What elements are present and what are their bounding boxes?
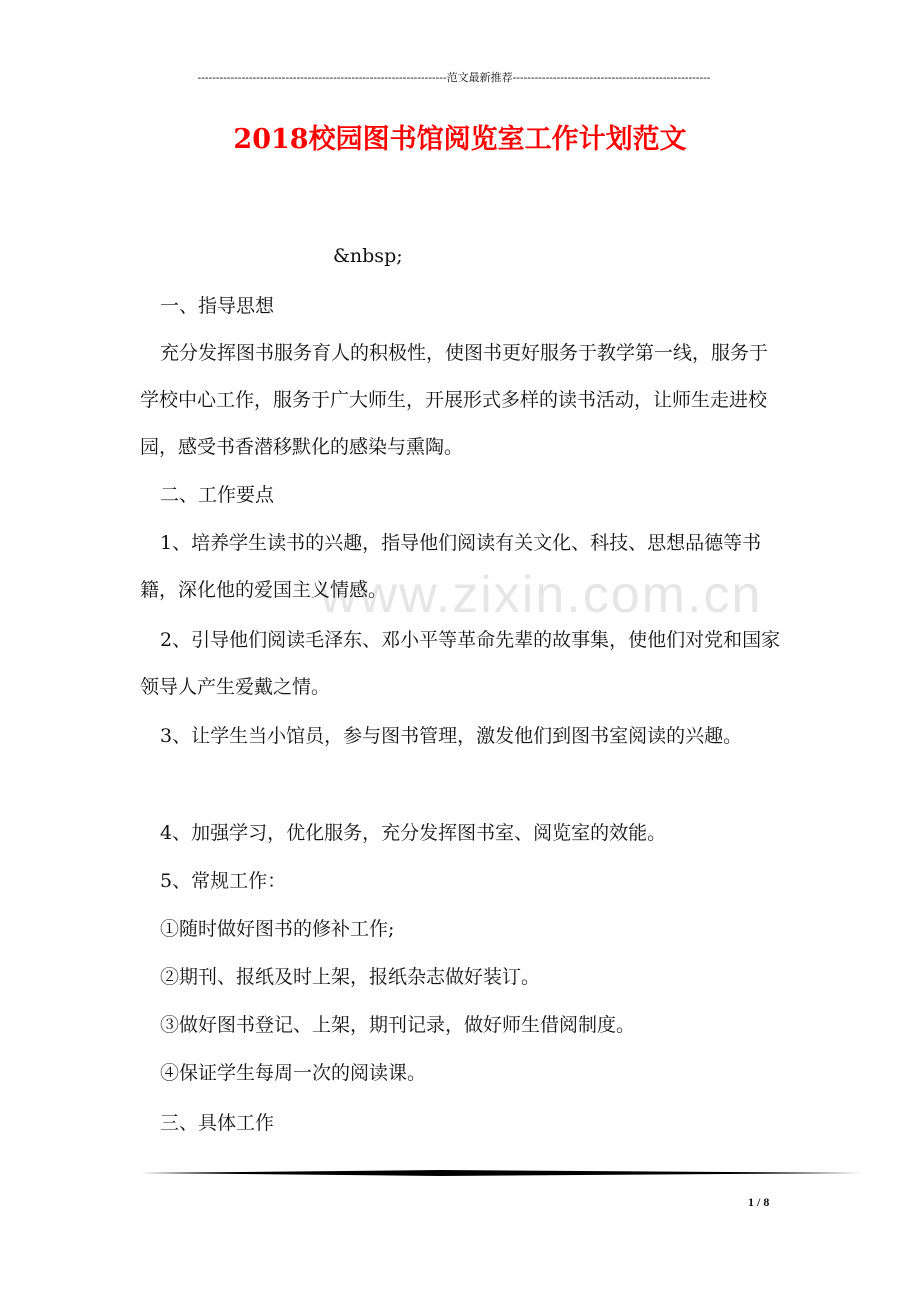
paragraph: ②期刊、报纸及时上架，报纸杂志做好装订。 (160, 966, 541, 988)
document-title: 2018校园图书馆阅览室工作计划范文 (233, 124, 687, 155)
paragraph: ①随时做好图书的修补工作; (160, 918, 395, 940)
footer-rule (140, 1168, 862, 1178)
paragraph: 5、常规工作： (160, 870, 287, 892)
paragraph: 充分发挥图书服务育人的积极性，使图书更好服务于教学第一线，服务于学校中心工作，服务于广大师生，开展形式多样的读书活动，让师生走进校园，感受书香潜移默化的感染与熏陶。 (140, 342, 769, 458)
page-number: 1 / 8 (748, 1195, 770, 1209)
watermark: www.zixin.com.cn (320, 566, 763, 624)
paragraph: 三、具体工作 (160, 1112, 275, 1134)
paragraph: 一、指导思想 (160, 295, 275, 317)
paragraph: ③做好图书登记、上架，期刊记录，做好师生借阅制度。 (160, 1014, 636, 1036)
paragraph: 二、工作要点 (160, 484, 275, 506)
paragraph: 3、让学生当小馆员，参与图书管理，激发他们到图书室阅读的兴趣。 (160, 725, 743, 747)
paragraph: ④保证学生每周一次的阅读课。 (160, 1062, 427, 1084)
nbsp-line: &nbsp; (333, 245, 403, 267)
header-banner: --------------------------------------------------------------------范文最新推荐------------------------------------------------------ (197, 72, 711, 84)
paragraph: 2、引导他们阅读毛泽东、邓小平等革命先辈的故事集，使他们对党和国家领导人产生爱戴之情。 (140, 629, 781, 698)
paragraph: 4、加强学习，优化服务，充分发挥图书室、阅览室的效能。 (160, 822, 667, 844)
paragraph: 1、培养学生读书的兴趣，指导他们阅读有关文化、科技、思想品德等书籍，深化他的爱国主义情感。 (140, 532, 762, 601)
